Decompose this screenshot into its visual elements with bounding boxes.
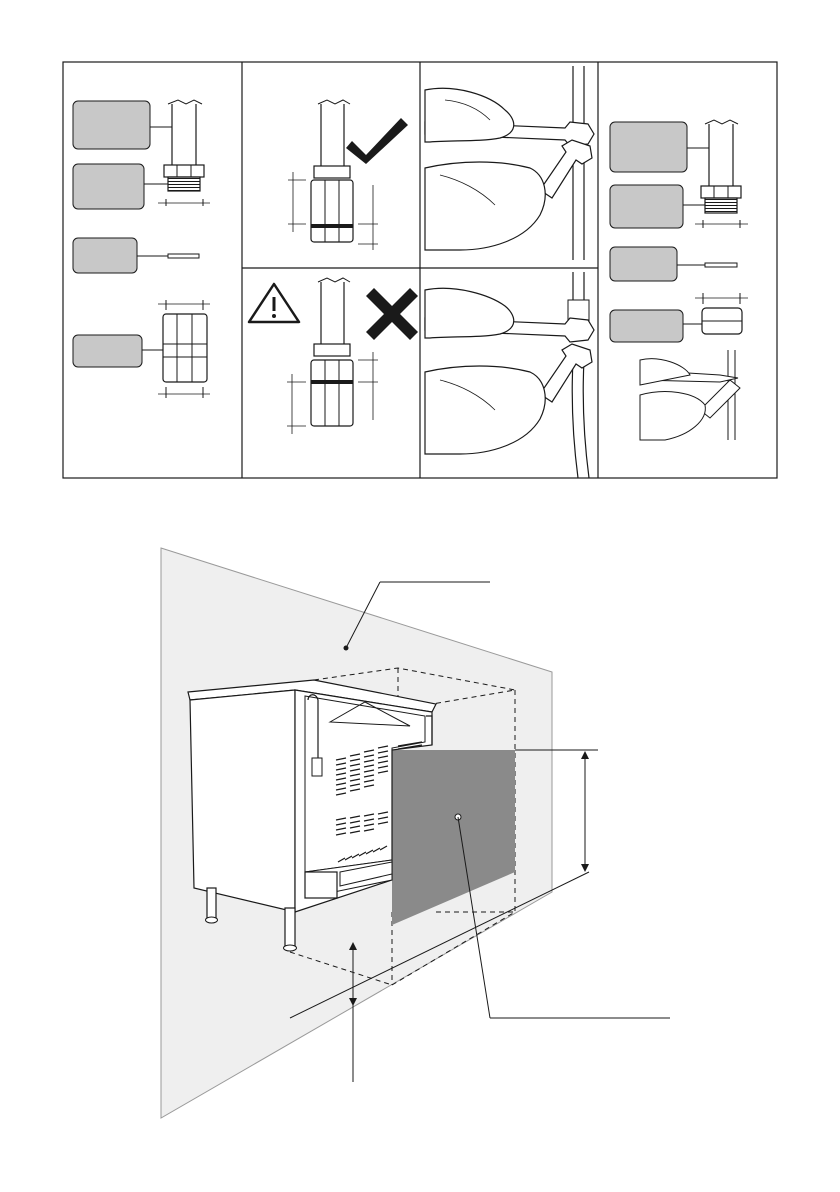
hand-upper-icon [425, 88, 514, 142]
components-cell [73, 100, 210, 398]
callout-box-1 [73, 101, 150, 149]
small-wrench-hands-icon [640, 350, 740, 440]
leg-front-right [285, 908, 295, 946]
callout-box-4 [73, 335, 142, 367]
wrench-lower-icon-2 [540, 344, 592, 402]
pipe-fitting-icon [312, 758, 322, 776]
wrench-tighten-bottom-cell [425, 272, 594, 478]
components-alt-cell [610, 120, 748, 440]
callout-box-8 [610, 310, 683, 342]
connection-box [305, 872, 337, 898]
hex-nut-icon [164, 165, 204, 177]
callout-box-7 [610, 247, 677, 281]
incorrect-assembly-cell [249, 278, 418, 434]
hand-lower-icon-2 [425, 366, 545, 454]
gasket-icon [168, 254, 199, 258]
callout-box-6 [610, 185, 683, 228]
hand-lower-icon [425, 162, 545, 250]
gasket-icon-2 [705, 263, 737, 267]
threaded-fitting-icon [168, 177, 200, 191]
callout-box-5 [610, 122, 687, 172]
instruction-panel [63, 62, 777, 478]
warning-triangle-icon [249, 284, 299, 322]
coupling-icon [158, 300, 210, 398]
callout-box-3 [73, 238, 137, 273]
leg-front-left [207, 888, 216, 918]
wrench-tighten-top-cell [425, 66, 594, 260]
check-mark-icon [346, 118, 408, 164]
callout-box-2 [73, 164, 144, 209]
installation-diagram [161, 548, 670, 1118]
hand-upper-icon-2 [425, 288, 514, 338]
cross-mark-icon [366, 288, 418, 340]
correct-assembly-cell [288, 100, 408, 250]
